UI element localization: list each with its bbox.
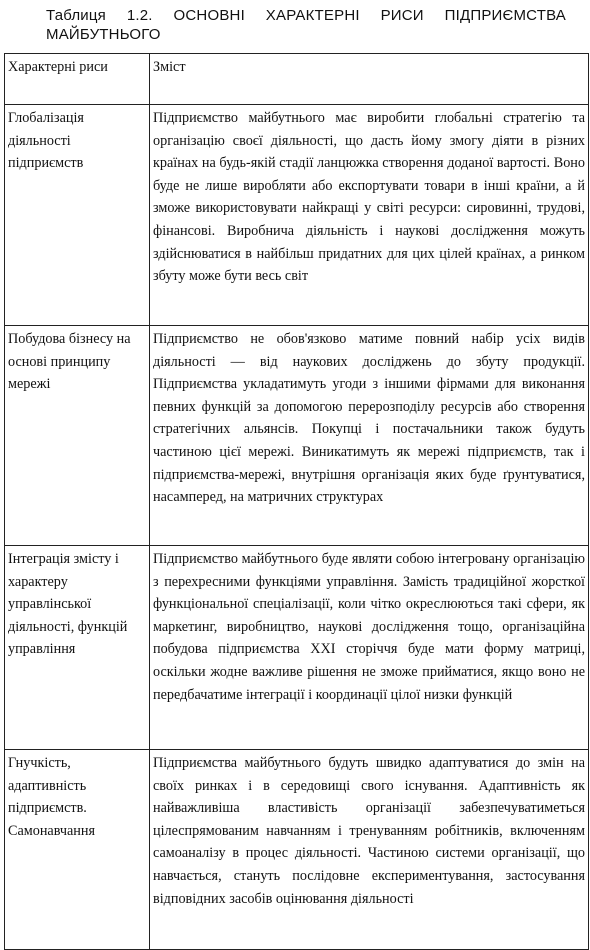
content-cell: Підприємство майбутнього має виробити глобальні стратегію та організацію своєї діяльності, що дасть йому змогу діяти в різних країнах на будь-якій стадії ланцюжка створення доданої вартості. Воно буде не лише виробляти або експортувати товари в інші країни, а й зможе використовувати найкращі у світі ресурси: сировинні, трудові, фінансові. Виробнича діяльність і наукові дослідження можуть здійснюватися в найбільш придатних для цих цілей країнах, а ринком збуту може бути весь світ	[150, 105, 589, 326]
table-row	[5, 546, 589, 750]
features-table	[4, 53, 589, 950]
table-caption	[46, 6, 566, 44]
table-row	[5, 105, 589, 326]
header-content: Зміст	[150, 54, 589, 105]
feature-cell: Побудова бізнесу на основі принципу мережі	[5, 326, 150, 546]
content-cell: Підприємство не обов'язково матиме повний набір усіх видів діяльності — від наукових досліджень до збуту продукції. Підприємства укладатимуть угоди з іншими фірмами для виконання певних функцій за допомогою перерозподілу ресурсів або створення стратегічних альянсів. Покупці і постачальники також будуть частиною цієї мережі. Виникатимуть як мережі підприємств, так і підприємства-мережі, внутрішня організація яких буде ґрунтуватися, насамперед, на матричних структурах	[150, 326, 589, 546]
feature-cell: Інтеграція змісту і характеру управлінської діяльності, функцій управління	[5, 546, 150, 750]
content-cell: Підприємства майбутнього будуть швидко адаптуватися до змін на своїх ринках і в середовищі свого існування. Адаптивність як найважливіша властивість організації забезпечуватиметься цілеспрямованим навчанням і тренуванням робітників, включенням самоаналізу в процес діяльності. Частиною системи організації, що навчається, стануть послідовне експериментування, застосування відповідних засобів оцінювання діяльності	[150, 750, 589, 950]
caption-line-1: Таблиця 1.2. ОСНОВНІ ХАРАКТЕРНІ РИСИ ПІДПРИЄМСТВА	[46, 7, 566, 24]
header-features: Характерні риси	[5, 54, 150, 105]
content-cell: Підприємство майбутнього буде являти собою інтегровану організацію з перехресними функціями управління. Замість традиційної жорсткої функціональної спеціалізації, коли чітко окреслюються такі сфери, як маркетинг, виробництво, наукові дослідження тощо, організаційна побудова підприємства XXI сторіччя буде мати форму матриці, оскільки жодне важливе рішення не зможе прийматися, якщо воно не передбачатиме інтеграції і координації цілої низки функцій	[150, 546, 589, 750]
feature-cell: Глобалізація діяльності підприємств	[5, 105, 150, 326]
table-row	[5, 750, 589, 950]
caption-line-2: МАЙБУТНЬОГО	[46, 26, 161, 43]
feature-cell: Гнучкість, адаптивність підприємств. Самонавчання	[5, 750, 150, 950]
table-header-row	[5, 54, 589, 105]
table-row	[5, 326, 589, 546]
